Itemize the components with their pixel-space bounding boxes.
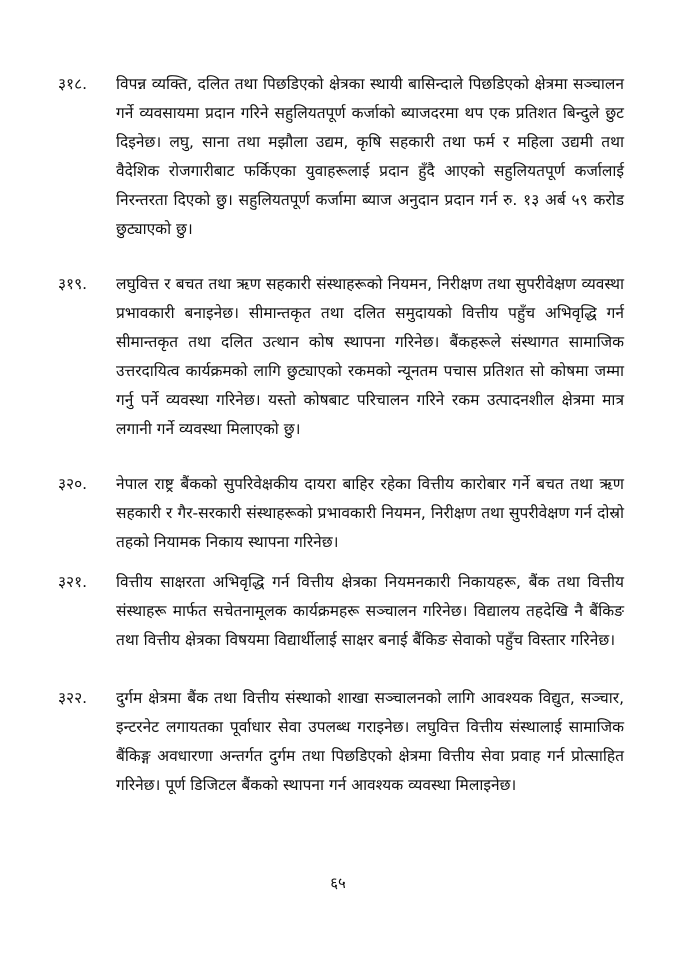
paragraph-text: दुर्गम क्षेत्रमा बैंक तथा वित्तीय संस्थाको शाखा सञ्चालनको लागि आवश्यक विद्युत, सञ्चार, इन्टरनेट लगायतका पूर्वाधार सेवा उपलब्ध गराइनेछ। लघुवित्त वित्तीय संस्थालाई सामाजिक बैंकिङ्ग अवधारणा अन्तर्गत दुर्गम तथा पिछडिएको क्षेत्रमा वित्तीय सेवा प्रवाह गर्न प्रोत्साहित गरिनेछ। पूर्ण डिजिटल बैंकको स्थापना गर्न आवश्यक व्यवस्था मिलाइनेछ।	[116, 689, 624, 794]
page-number: ६५	[330, 874, 346, 892]
paragraph-text: वित्तीय साक्षरता अभिवृद्धि गर्न वित्तीय क्षेत्रका नियमनकारी निकायहरू, बैंक तथा वित्तीय संस्थाहरू मार्फत सचेतनामूलक कार्यक्रमहरू सञ्चालन गरिनेछ। विद्यालय तहदेखि नै बैंकिङ तथा वित्तीय क्षेत्रका विषयमा विद्यार्थीलाई साक्षर बनाई बैंकिङ सेवाको पहुँच विस्तार गरिनेछ।	[116, 573, 624, 649]
paragraph-text: नेपाल राष्ट्र बैंकको सुपरिवेक्षकीय दायरा बाहिर रहेका वित्तीय कारोबार गर्ने बचत तथा ऋण सहकारी र गैर-सरकारी संस्थाहरूको प्रभावकारी नियमन, निरीक्षण तथा सुपरीवेक्षण गर्न दोस्रो तहको नियामक निकाय स्थापना गरिनेछ।	[116, 475, 624, 551]
paragraph-number: ३२१.	[58, 573, 88, 591]
paragraph-318	[58, 70, 624, 244]
paragraph-number: ३२२.	[58, 689, 88, 707]
paragraph-number: ३१९.	[58, 275, 88, 293]
paragraph-text: विपन्न व्यक्ति, दलित तथा पिछडिएको क्षेत्रका स्थायी बासिन्दाले पिछडिएको क्षेत्रमा सञ्चालन गर्ने व्यवसायमा प्रदान गरिने सहुलियतपूर्ण कर्जाको ब्याजदरमा थप एक प्रतिशत बिन्दुले छुट दिइनेछ। लघु, साना तथा मझौला उद्यम, कृषि सहकारी तथा फर्म र महिला उद्यमी तथा वैदेशिक रोजगारीबाट फर्किएका युवाहरूलाई प्रदान हुँदै आएको सहुलियतपूर्ण कर्जालाई निरन्तरता दिएको छु। सहुलियतपूर्ण कर्जामा ब्याज अनुदान प्रदान गर्न रु. १३ अर्ब ५९ करोड छुट्याएको छु।	[116, 75, 624, 238]
paragraph-319	[58, 270, 624, 444]
paragraph-320	[58, 470, 624, 557]
paragraph-321	[58, 568, 624, 655]
paragraph-number: ३२०.	[58, 475, 88, 493]
paragraph-text: लघुवित्त र बचत तथा ऋण सहकारी संस्थाहरूको नियमन, निरीक्षण तथा सुपरीवेक्षण व्यवस्था प्रभावकारी बनाइनेछ। सीमान्तकृत तथा दलित समुदायको वित्तीय पहुँच अभिवृद्धि गर्न सीमान्तकृत तथा दलित उत्थान कोष स्थापना गरिनेछ। बैंकहरूले संस्थागत सामाजिक उत्तरदायित्व कार्यक्रमको लागि छुट्याएको रकमको न्यूनतम पचास प्रतिशत सो कोषमा जम्मा गर्नु पर्ने व्यवस्था गरिनेछ। यस्तो कोषबाट परिचालन गरिने रकम उत्पादनशील क्षेत्रमा मात्र लगानी गर्ने व्यवस्था मिलाएको छु।	[116, 275, 624, 438]
paragraph-number: ३१८.	[58, 75, 88, 93]
paragraph-322	[58, 684, 624, 800]
